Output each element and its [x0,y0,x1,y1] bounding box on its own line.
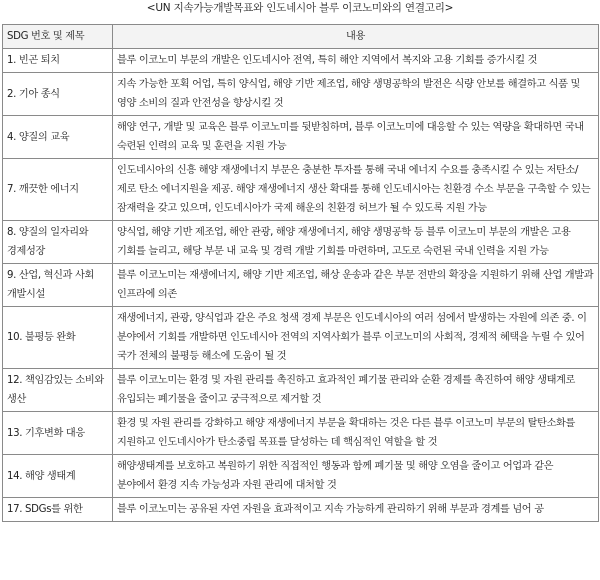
table-row [3,73,599,116]
sdg-cell: 17. SDGs를 위한 [3,498,113,522]
table-row [3,307,599,369]
table-row [3,221,599,264]
table-row [3,412,599,455]
table-row [3,369,599,412]
content-cell: 해양생태계를 보호하고 복원하기 위한 직접적인 행동과 함께 폐기물 및 해양 오염을 줄이고 어업과 같은 분야에서 환경 지속 가능성과 자원 관리에 대처할 것 [113,455,599,498]
content-cell: 인도네시아의 신흥 해양 재생에너지 부문은 충분한 투자를 통해 국내 에너지 수요를 충족시킬 수 있는 저탄소/제로 탄소 에너지원을 제공. 해양 재생에너지 생산 확대를 통해 인도네시아는 친환경 수소 부문을 구축할 수 있는 잠재력을 갖고 있으며, 인도네시아가 국제 해운의 친환경 허브가 될 수 있도록 지원 가능 [113,159,599,221]
table-row [3,159,599,221]
table-header-row [3,25,599,49]
header-content: 내용 [113,25,599,49]
sdg-cell: 10. 불평등 완화 [3,307,113,369]
sdg-cell: 13. 기후변화 대응 [3,412,113,455]
table-row [3,264,599,307]
sdg-cell: 12. 책임감있는 소비와 생산 [3,369,113,412]
sdg-cell: 9. 산업, 혁신과 사회 개발시설 [3,264,113,307]
table-row [3,116,599,159]
sdg-cell: 14. 해양 생태계 [3,455,113,498]
content-cell: 블루 이코노미는 공유된 자연 자원을 효과적이고 지속 가능하게 관리하기 위해 부문과 경계를 넘어 공 [113,498,599,522]
content-cell: 양식업, 해양 기반 제조업, 해안 관광, 해양 재생에너지, 해양 생명공학 등 블루 이코노미 부문의 개발은 고용 기회를 늘리고, 해당 부문 내 교육 및 경력 개발 기회를 마련하며, 고도로 숙련된 국내 인력을 지원 가능 [113,221,599,264]
content-cell: 블루 이코노미 부문의 개발은 인도네시아 전역, 특히 해안 지역에서 복지와 고용 기회를 증가시킬 것 [113,49,599,73]
table-row [3,455,599,498]
content-cell: 블루 이코노미는 재생에너지, 해양 기반 제조업, 해상 운송과 같은 부문 전반의 확장을 지원하기 위해 산업 개발과 인프라에 의존 [113,264,599,307]
content-cell: 해양 연구, 개발 및 교육은 블루 이코노미를 뒷받침하며, 블루 이코노미에 대응할 수 있는 역량을 확대하면 국내 숙련된 인력의 교육 및 훈련을 지원 가능 [113,116,599,159]
table-row [3,498,599,522]
sdg-cell: 4. 양질의 교육 [3,116,113,159]
content-cell: 블루 이코노미는 환경 및 자원 관리를 촉진하고 효과적인 폐기물 관리와 순환 경제를 촉진하여 해양 생태계로 유입되는 폐기물을 줄이고 궁극적으로 제거할 것 [113,369,599,412]
content-cell: 환경 및 자원 관리를 강화하고 해양 재생에너지 부문을 확대하는 것은 다른 블루 이코노미 부문의 탈탄소화를 지원하고 인도네시아가 탄소중립 목표를 달성하는 데 핵심적인 역할을 할 것 [113,412,599,455]
sdg-table [2,24,599,522]
sdg-cell: 8. 양질의 일자리와 경제성장 [3,221,113,264]
sdg-cell: 2. 기아 종식 [3,73,113,116]
sdg-cell: 1. 빈곤 퇴치 [3,49,113,73]
sdg-cell: 7. 깨끗한 에너지 [3,159,113,221]
table-caption: <UN 지속가능개발목표와 인도네시아 블루 이코노미와의 연결고리> [146,2,454,14]
content-cell: 지속 가능한 포획 어업, 특히 양식업, 해양 기반 제조업, 해양 생명공학의 발전은 식량 안보를 해결하고 식품 및 영양 소비의 질과 안전성을 향상시킬 것 [113,73,599,116]
table-row [3,49,599,73]
content-cell: 재생에너지, 관광, 양식업과 같은 주요 청색 경제 부문은 인도네시아의 여러 섬에서 발생하는 자원에 의존 중. 이 분야에서 기회를 개발하면 인도네시아 전역의 지역사회가 블루 이코노미의 사회적, 경제적 혜택을 누릴 수 있어 국가 전체의 불평등 해소에 도움이 될 것 [113,307,599,369]
header-sdg: SDG 번호 및 제목 [3,25,113,49]
